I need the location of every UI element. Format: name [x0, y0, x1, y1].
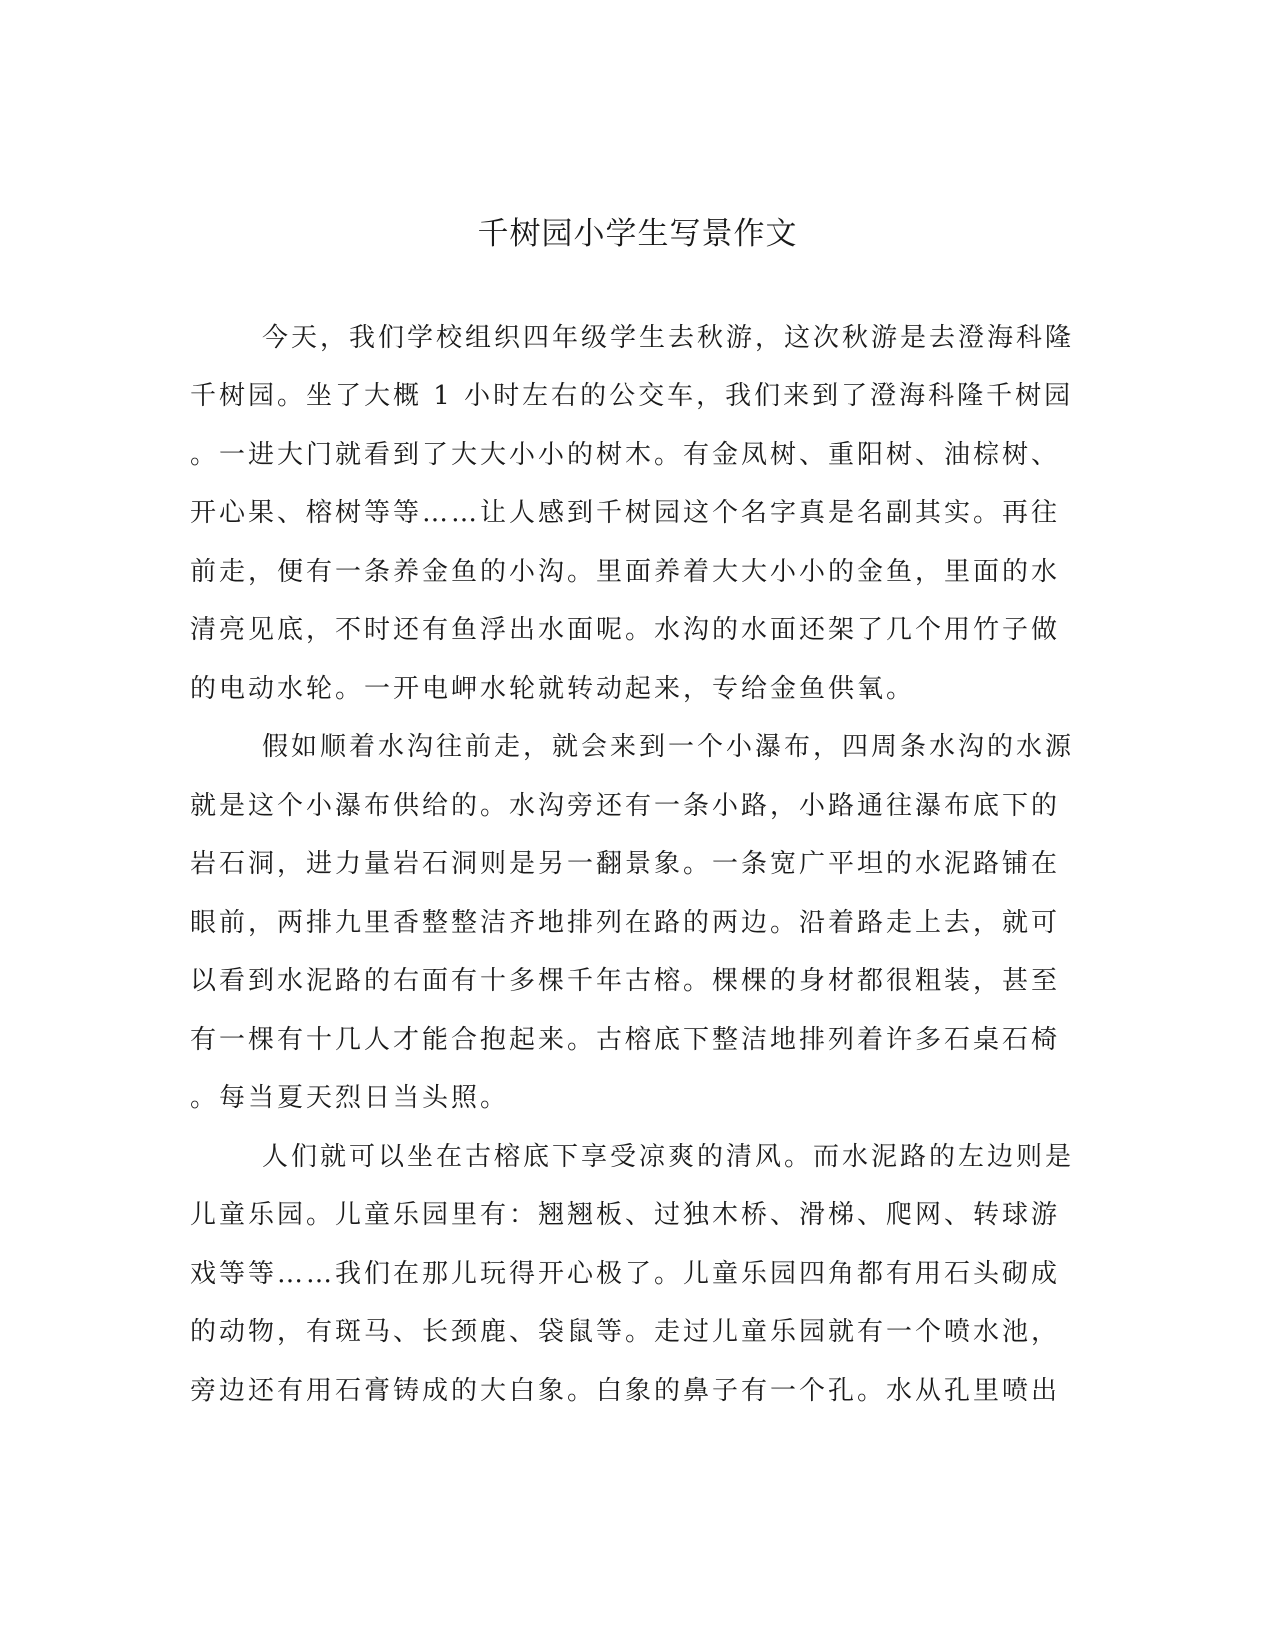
text-line: 千树园。坐了大概 1 小时左右的公交车，我们来到了澄海科隆千树园 — [190, 381, 1074, 411]
text-line: 有一棵有十几人才能合抱起来。古榕底下整洁地排列着许多石桌石椅 — [190, 1025, 1061, 1055]
text-line: 开心果、榕树等等……让人感到千树园这个名字真是名副其实。再往 — [190, 498, 1061, 528]
text-line: 岩石洞，进力量岩石洞则是另一翻景象。一条宽广平坦的水泥路铺在 — [190, 849, 1061, 879]
text-line: 清亮见底，不时还有鱼浮出水面呢。水沟的水面还架了几个用竹子做 — [190, 615, 1061, 645]
text-line: 旁边还有用石膏铸成的大白象。白象的鼻子有一个孔。水从孔里喷出 — [190, 1376, 1061, 1406]
text-line: 。一进大门就看到了大大小小的树木。有金凤树、重阳树、油棕树、 — [190, 440, 1061, 470]
text-line: 今天，我们学校组织四年级学生去秋游，这次秋游是去澄海科隆 — [262, 323, 1075, 353]
document-title: 千树园小学生写景作文 — [477, 216, 798, 252]
text-line: 人们就可以坐在古榕底下享受凉爽的清风。而水泥路的左边则是 — [262, 1142, 1075, 1172]
text-line: 以看到水泥路的右面有十多棵千年古榕。棵棵的身材都很粗装，甚至 — [190, 966, 1061, 996]
text-line: 。每当夏天烈日当头照。 — [190, 1083, 510, 1113]
text-line: 的电动水轮。一开电岬水轮就转动起来，专给金鱼供氧。 — [190, 674, 916, 704]
text-line: 眼前，两排九里香整整洁齐地排列在路的两边。沿着路走上去，就可 — [190, 908, 1061, 938]
text-line: 儿童乐园。儿童乐园里有：翘翘板、过独木桥、滑梯、爬网、转球游 — [190, 1200, 1061, 1230]
text-line: 戏等等……我们在那儿玩得开心极了。儿童乐园四角都有用石头砌成 — [190, 1259, 1061, 1289]
text-line: 就是这个小瀑布供给的。水沟旁还有一条小路，小路通往瀑布底下的 — [190, 791, 1061, 821]
text-line: 前走，便有一条养金鱼的小沟。里面养着大大小小的金鱼，里面的水 — [190, 557, 1061, 587]
text-line: 假如顺着水沟往前走，就会来到一个小瀑布，四周条水沟的水源 — [262, 732, 1075, 762]
text-line: 的动物，有斑马、长颈鹿、袋鼠等。走过儿童乐园就有一个喷水池， — [190, 1317, 1061, 1347]
